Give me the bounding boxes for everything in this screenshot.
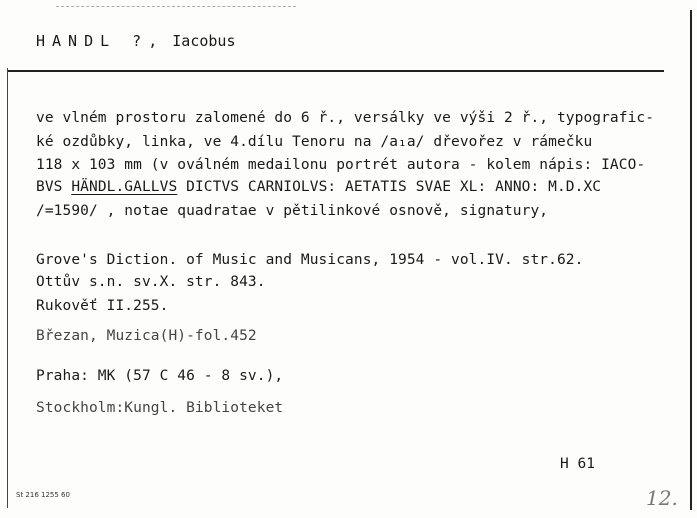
holding-praha: Praha: MK (57 C 46 - 8 sv.),: [36, 368, 284, 384]
description-line-2: ké ozdůbky, linka, ve 4.dílu Tenoru na /a₁a/ dřevořez v rámečku: [36, 134, 593, 150]
description-line-5: /=1590/ , notae quadratae v pětilinkové osnově, signatury,: [36, 203, 549, 219]
reference-rukovet: Rukověť II.255.: [36, 298, 169, 314]
card-heading: [36, 32, 236, 50]
description-line-4: [36, 179, 601, 195]
holding-stockholm: Stockholm:Kungl. Biblioteket: [36, 400, 284, 416]
description-line-1: ve vlném prostoru zalomené do 6 ř., versálky ve výši 2 ř., typografic-: [36, 110, 655, 126]
author-given-name: Iacobus: [172, 32, 236, 50]
top-tick-marks: [56, 6, 296, 11]
author-surname: HANDL ?: [36, 32, 149, 50]
heading-separator: ,: [148, 32, 159, 50]
line4-prefix: BVS: [36, 179, 72, 195]
description-line-3: 118 x 103 mm (v oválném medailonu portrét autora - kolem nápis: IACO-: [36, 157, 646, 173]
print-code: St 216 1255 60: [16, 491, 70, 499]
reference-brezan: Březan, Muzica(H)-fol.452: [36, 328, 257, 344]
reference-ottuv: Ottův s.n. sv.X. str. 843.: [36, 274, 266, 290]
left-border: [7, 68, 8, 508]
reference-grove: Grove's Diction. of Music and Musicans, 1954 - vol.IV. str.62.: [36, 252, 584, 268]
header-rule: [8, 70, 664, 72]
line4-suffix: DICTVS CARNIOLVS: AETATIS SVAE XL: ANNO: M.D.XC: [177, 179, 602, 195]
shelfmark: H 61: [560, 456, 595, 472]
right-border: [690, 10, 692, 510]
line4-underlined-name: HÄNDL.GALLVS: [71, 179, 178, 195]
pencil-note: 12.: [646, 486, 678, 510]
